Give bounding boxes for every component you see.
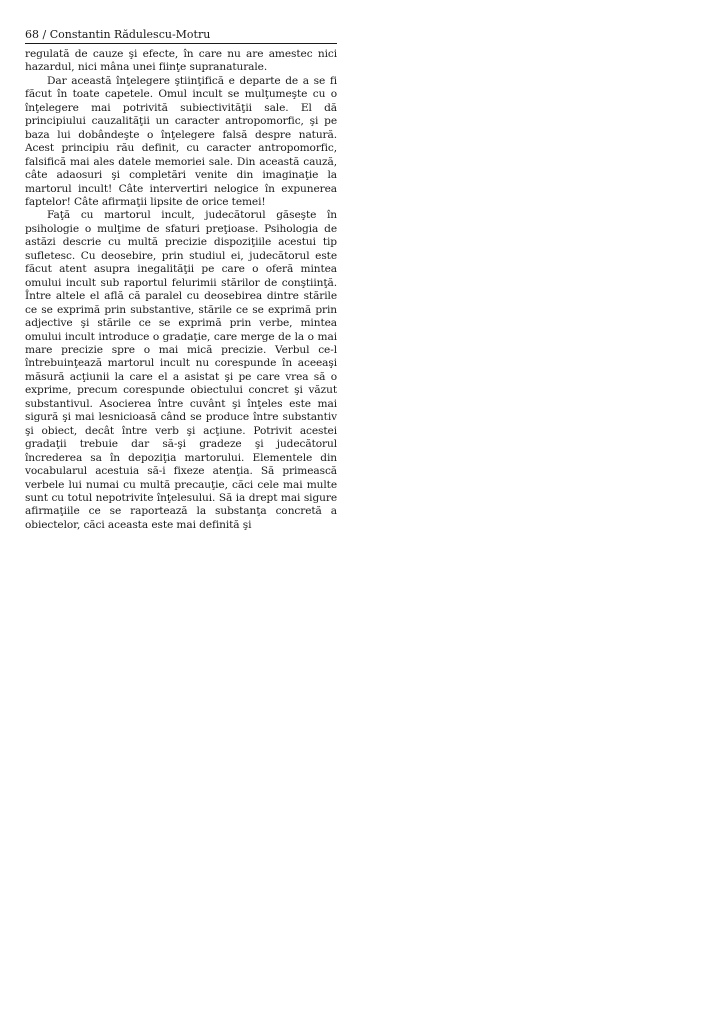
paragraph: Dar această înţelegere ştiinţifică e departe de a se fi făcut în toate capetele. Omul incult se mulţumeşte cu o înţelegere mai potrivită subiectivităţii sale. El dă principiului cauzalităţii un caracter antropomorfic, şi pe baza lui dobândeşte o înţelegere falsă despre natură. Acest principiu rău definit, cu caracter antropomorfic, falsifică mai ales datele memoriei sale. Din această cauză, câte adaosuri şi completări venite din imaginaţie la martorul incult! Câte intervertiri nelogice în expunerea faptelor! Câte afirmaţii lipsite de orice temei! (25, 74, 337, 208)
paragraph: Faţă cu martorul incult, judecătorul găseşte în psihologie o mulţime de sfaturi preţioase. Psihologia de astăzi descrie cu multă precizie dispoziţiile acestui tip sufletesc. Cu deosebire, prin studiul ei, judecătorul este făcut atent asupra inegalităţii pe care o oferă mintea omului incult sub raportul felurimii stărilor de conştiinţă. Între altele el află că paralel cu deosebirea dintre stările ce se exprimă prin substantive, stările ce se exprimă prin adjective şi stările ce se exprimă prin verbe, mintea omului incult introduce o gradaţie, care merge de la o mai mare precizie spre o mai mică precizie. Verbul ce-l întrebuinţează martorul incult nu corespunde în aceeaşi măsură acţiunii la care el a asistat şi pe care vrea să o exprime, precum corespunde obiectului concret şi văzut substantivul. Asocierea între cuvânt şi înţeles este mai sigură şi mai lesnicioasă când se produce între substantiv şi obiect, decât între verb şi acţiune. Potrivit acestei gradaţii trebuie dar să-şi gradeze şi judecătorul încrederea sa în depoziţia martorului. Elementele din vocabularul acestuia să-i fixeze atenţia. Să primească verbele lui numai cu multă precauţie, căci cele mai multe sunt cu totul nepotrivite înţelesului. Să ia drept mai sigure afirmaţiile ce se raportează la substanţa concretă a obiectelor, căci aceasta este mai definită şi (25, 209, 337, 531)
page-number: 68 (25, 28, 39, 41)
header-separator: / (39, 28, 50, 41)
book-page (25, 28, 337, 532)
author-name: Constantin Rădulescu-Motru (49, 28, 211, 41)
paragraph-continued: regulată de cauze şi efecte, în care nu are amestec nici hazardul, nici mâna unei fiinţe supranaturale. (25, 48, 337, 74)
running-header (25, 28, 337, 44)
body-text (25, 48, 337, 532)
